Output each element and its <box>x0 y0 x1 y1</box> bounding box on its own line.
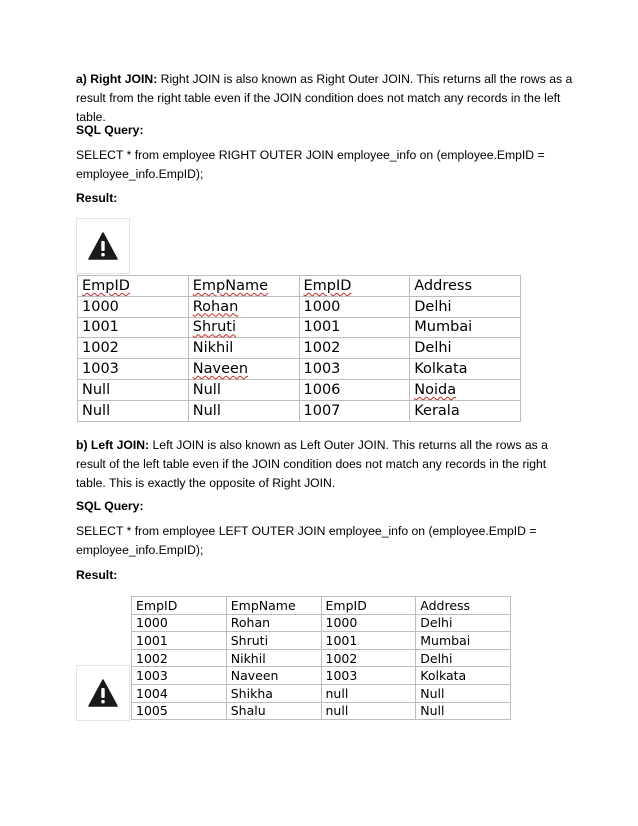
table-row <box>78 296 521 317</box>
table-cell: 1000 <box>321 614 416 632</box>
table-cell: 1007 <box>299 400 410 421</box>
table-cell: 1000 <box>299 296 410 317</box>
table-cell: Null <box>188 400 299 421</box>
table-row <box>132 632 511 650</box>
right-join-paragraph <box>76 70 576 127</box>
right-join-sql-label <box>76 121 576 140</box>
table-cell: Rohan <box>188 296 299 317</box>
table-cell: null <box>321 684 416 702</box>
table-cell: 1002 <box>78 338 189 359</box>
table-cell: 1002 <box>321 649 416 667</box>
table-cell: Delhi <box>410 296 521 317</box>
table-header-cell: EmpID <box>132 597 227 615</box>
table-cell: 1001 <box>321 632 416 650</box>
table-cell: 1001 <box>299 317 410 338</box>
table-cell: Shruti <box>188 317 299 338</box>
table-cell: Null <box>416 702 511 720</box>
right-join-heading: a) Right JOIN: <box>76 72 158 86</box>
table-cell: Delhi <box>416 614 511 632</box>
table-header-cell: EmpID <box>321 597 416 615</box>
table-cell: Kerala <box>410 400 521 421</box>
table-row <box>78 400 521 421</box>
table-cell: 1003 <box>78 359 189 380</box>
left-join-paragraph <box>76 436 576 493</box>
table-cell: null <box>321 702 416 720</box>
table-cell: 1001 <box>78 317 189 338</box>
table-row <box>132 684 511 702</box>
table-cell: Naveen <box>226 667 321 685</box>
table-cell: Mumbai <box>410 317 521 338</box>
left-join-result-label <box>76 566 576 585</box>
table-cell: Shalu <box>226 702 321 720</box>
result-label-text: Result: <box>76 191 118 205</box>
warning-triangle-icon <box>76 218 130 274</box>
table-cell: Delhi <box>416 649 511 667</box>
table-row <box>78 359 521 380</box>
table-row <box>78 338 521 359</box>
table-header-cell: Address <box>416 597 511 615</box>
table-header-cell: EmpID <box>299 276 410 297</box>
table-cell: 1003 <box>132 667 227 685</box>
table-cell: Kolkata <box>416 667 511 685</box>
table-cell: Delhi <box>410 338 521 359</box>
table-header-cell: EmpID <box>78 276 189 297</box>
table-cell: Null <box>188 379 299 400</box>
table-cell: Shruti <box>226 632 321 650</box>
right-join-sql-query: SELECT * from employee RIGHT OUTER JOIN employee_info on (employee.EmpID = employee_info.EmpID); <box>76 148 545 181</box>
table-header-cell: Address <box>410 276 521 297</box>
table-header-cell: EmpName <box>188 276 299 297</box>
table-cell: 1001 <box>132 632 227 650</box>
table-cell: 1003 <box>299 359 410 380</box>
table-cell: 1004 <box>132 684 227 702</box>
table-cell: Nikhil <box>226 649 321 667</box>
table-cell: 1006 <box>299 379 410 400</box>
table-header-row <box>132 597 511 615</box>
table-cell: Null <box>78 400 189 421</box>
table-cell: 1003 <box>321 667 416 685</box>
table-cell: Rohan <box>226 614 321 632</box>
table-cell: Noida <box>410 379 521 400</box>
table-cell: 1005 <box>132 702 227 720</box>
table-cell: 1000 <box>132 614 227 632</box>
warning-triangle-icon <box>76 665 130 721</box>
table-cell: Null <box>416 684 511 702</box>
table-row <box>132 649 511 667</box>
sql-label-text: SQL Query: <box>76 123 144 137</box>
table-cell: 1000 <box>78 296 189 317</box>
sql-label-text: SQL Query: <box>76 499 144 513</box>
table-cell: Null <box>78 379 189 400</box>
table-cell: Shikha <box>226 684 321 702</box>
table-header-row <box>78 276 521 297</box>
table-row <box>132 667 511 685</box>
table-cell: Mumbai <box>416 632 511 650</box>
right-join-description: Right JOIN is also known as Right Outer JOIN. This returns all the rows as a result from the right table even if the JOIN condition does not match any records in the left table. <box>76 72 573 124</box>
table-header-cell: EmpName <box>226 597 321 615</box>
table-row <box>78 379 521 400</box>
left-join-result-table <box>131 596 511 720</box>
right-join-result-table <box>77 275 521 422</box>
table-cell: Kolkata <box>410 359 521 380</box>
table-cell: Naveen <box>188 359 299 380</box>
table-cell: 1002 <box>132 649 227 667</box>
left-join-description: Left JOIN is also known as Left Outer JOIN. This returns all the rows as a result of the left table even if the JOIN condition does not match any records in the right table. This is exactly the opposite of Right JOIN. <box>76 438 548 490</box>
left-join-sql-query: SELECT * from employee LEFT OUTER JOIN employee_info on (employee.EmpID = employee_info.EmpID); <box>76 524 537 557</box>
table-cell: 1002 <box>299 338 410 359</box>
table-cell: Nikhil <box>188 338 299 359</box>
table-row <box>132 614 511 632</box>
left-join-sql-label <box>76 497 576 516</box>
table-row <box>78 317 521 338</box>
result-label-text: Result: <box>76 568 118 582</box>
right-join-result-label <box>76 189 576 208</box>
left-join-heading: b) Left JOIN: <box>76 438 150 452</box>
table-row <box>132 702 511 720</box>
